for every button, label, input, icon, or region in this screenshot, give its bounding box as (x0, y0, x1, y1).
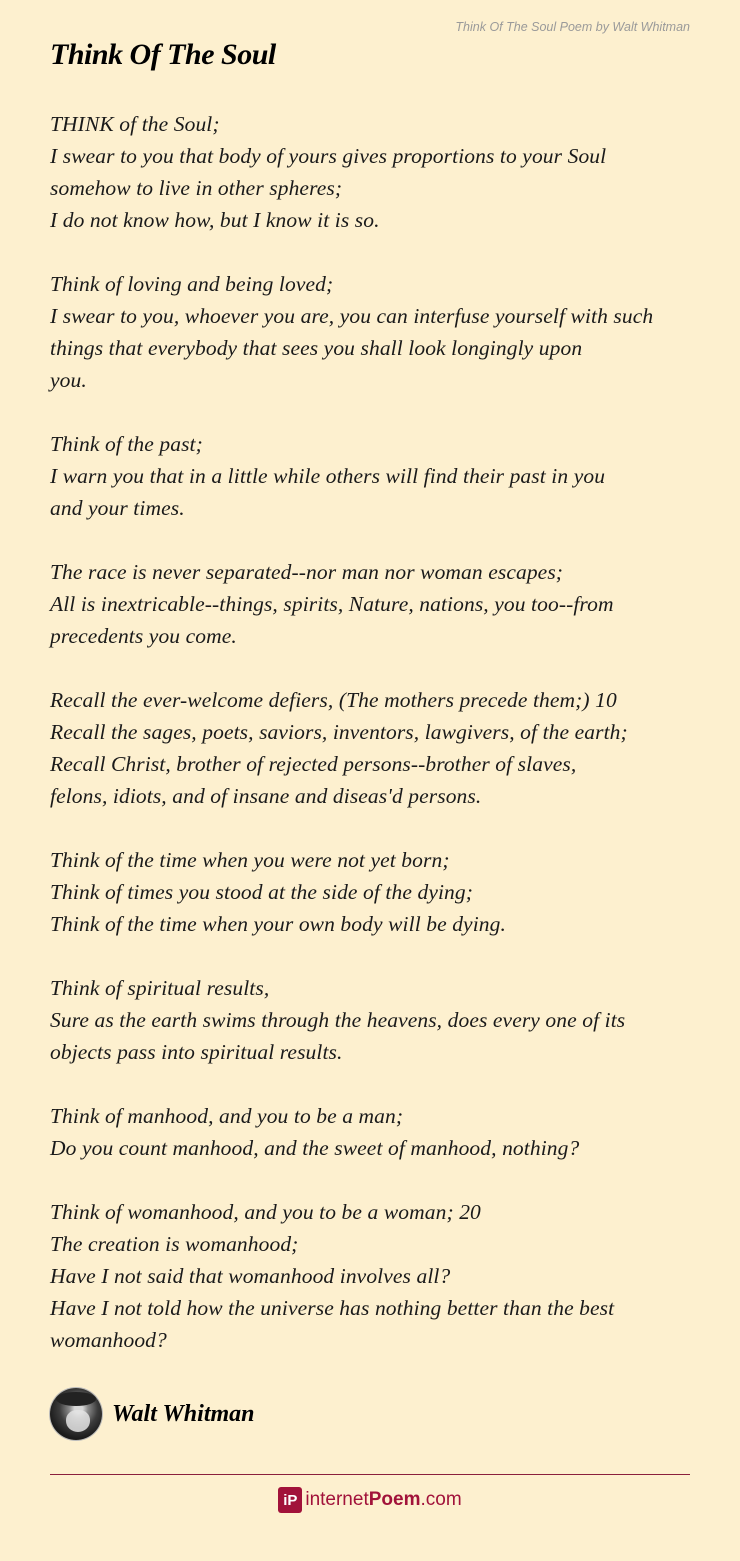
poem-line: Think of spiritual results, (50, 976, 270, 1000)
poem-line: things that everybody that sees you shall look longingly upon (50, 336, 583, 360)
poem-line: Think of times you stood at the side of the dying; (50, 880, 474, 904)
poem-line: I swear to you, whoever you are, you can interfuse yourself with such (50, 304, 654, 328)
brand-suffix: .com (420, 1489, 462, 1510)
poem-line: Sure as the earth swims through the heavens, does every one of its (50, 1008, 626, 1032)
author-avatar[interactable] (50, 1388, 102, 1440)
poem-line: somehow to live in other spheres; (50, 176, 343, 200)
brand-logo-icon: iP (278, 1487, 302, 1513)
poem-stanza (50, 1100, 700, 1164)
footer-divider (50, 1474, 690, 1475)
poem-line: THINK of the Soul; (50, 112, 220, 136)
poem-title: Think Of The Soul (50, 38, 276, 71)
poem-line: Do you count manhood, and the sweet of manhood, nothing? (50, 1136, 580, 1160)
poem-line: Have I not said that womanhood involves all? (50, 1264, 451, 1288)
header-meta: Think Of The Soul Poem by Walt Whitman (455, 20, 690, 34)
poem-stanza (50, 428, 700, 524)
poem-line: Think of the past; (50, 432, 203, 456)
poem-stanza (50, 972, 700, 1068)
site-brand-link[interactable] (0, 1487, 740, 1513)
poem-line: and your times. (50, 496, 185, 520)
poem-line: Have I not told how the universe has nothing better than the best (50, 1296, 615, 1320)
poem-stanza (50, 108, 700, 236)
poem-stanza (50, 268, 700, 396)
poem-line: womanhood? (50, 1328, 167, 1352)
poem-stanza (50, 556, 700, 652)
poem-line: precedents you come. (50, 624, 237, 648)
poem-line: The race is never separated--nor man nor woman escapes; (50, 560, 564, 584)
poem-line: Think of loving and being loved; (50, 272, 334, 296)
avatar-hat (56, 1392, 96, 1406)
brand-bold: Poem (368, 1489, 421, 1510)
poem-line: felons, idiots, and of insane and diseas'd persons. (50, 784, 482, 808)
poem-line: The creation is womanhood; (50, 1232, 299, 1256)
poem-line: Recall the sages, poets, saviors, inventors, lawgivers, of the earth; (50, 720, 628, 744)
poem-line: you. (50, 368, 87, 392)
poem-line: Recall Christ, brother of rejected persons--brother of slaves, (50, 752, 577, 776)
avatar-beard (66, 1410, 90, 1432)
poem-stanza (50, 684, 700, 812)
poem-line: Recall the ever-welcome defiers, (The mothers precede them;) 10 (50, 688, 617, 712)
poem-stanza (50, 1196, 700, 1356)
poem-line: I warn you that in a little while others will find their past in you (50, 464, 606, 488)
poem-line: I swear to you that body of yours gives proportions to your Soul (50, 144, 607, 168)
author-name[interactable]: Walt Whitman (112, 1400, 255, 1427)
poem-line: All is inextricable--things, spirits, Nature, nations, you too--from (50, 592, 614, 616)
poem-line: Think of manhood, and you to be a man; (50, 1104, 404, 1128)
brand-prefix: internet (305, 1489, 369, 1510)
poem-line: objects pass into spiritual results. (50, 1040, 343, 1064)
poem-line: Think of womanhood, and you to be a woman; 20 (50, 1200, 481, 1224)
author-block[interactable] (50, 1388, 255, 1440)
poem-line: Think of the time when your own body will be dying. (50, 912, 506, 936)
poem-body (50, 108, 700, 1388)
poem-line: Think of the time when you were not yet born; (50, 848, 450, 872)
poem-line: I do not know how, but I know it is so. (50, 208, 380, 232)
poem-stanza (50, 844, 700, 940)
